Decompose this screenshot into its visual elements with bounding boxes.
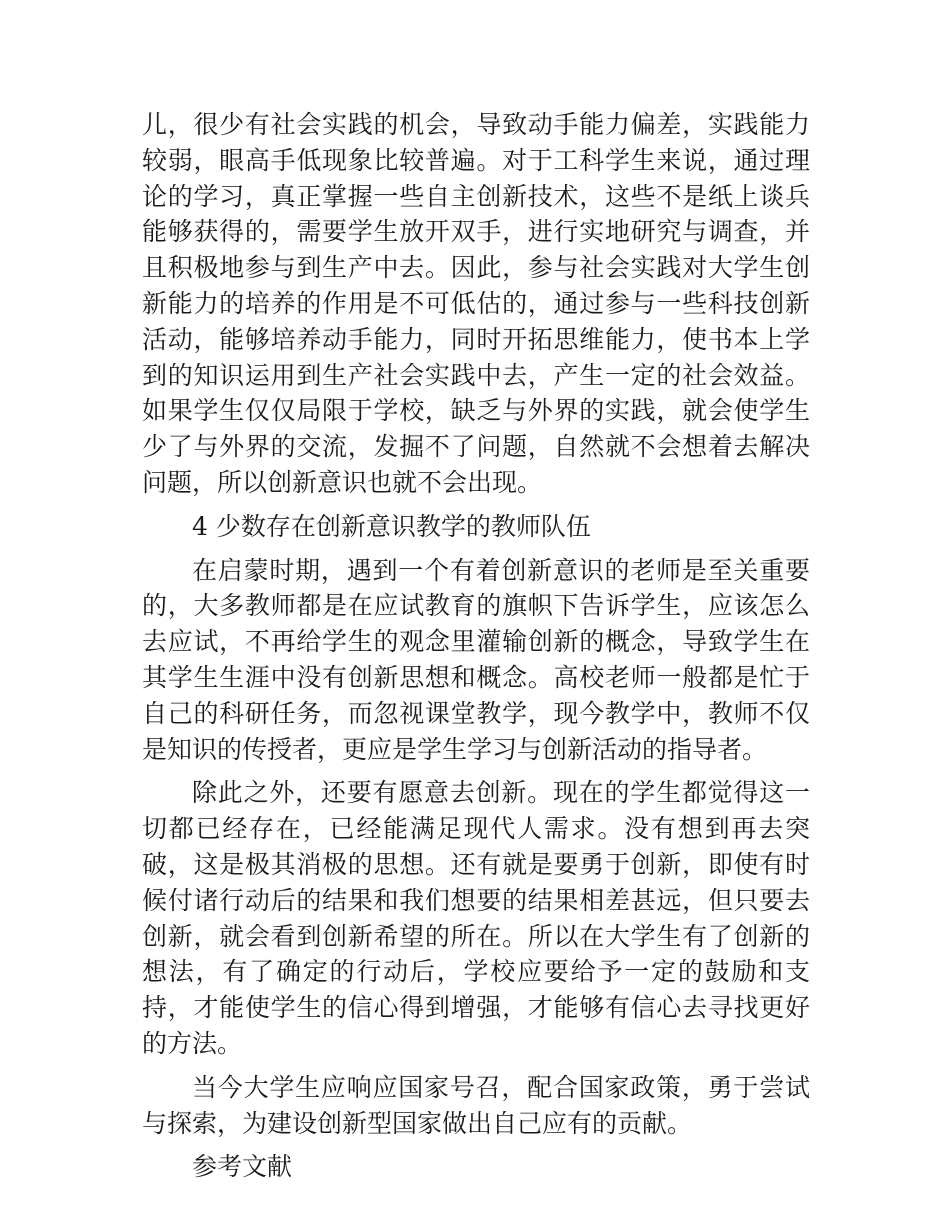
body-paragraph: 在启蒙时期，遇到一个有着创新意识的老师是至关重要的，大多教师都是在应试教育的旗帜下告诉学生，应该怎么去应试，不再给学生的观念里灌输创新的概念，导致学生在其学生生涯中没有创新思想和概念。高校老师一般都是忙于自己的科研任务，而忽视课堂教学，现今教学中，教师不仅是知识的传授者，更应是学生学习与创新活动的指导者。 [142, 555, 810, 764]
document-page [142, 107, 810, 1193]
references-heading: 参考文献 [192, 1152, 293, 1182]
body-paragraph: 儿，很少有社会实践的机会，导致动手能力偏差，实践能力较弱，眼高手低现象比较普遍。对于工科学生来说，通过理论的学习，真正掌握一些自主创新技术，这些不是纸上谈兵能够获得的，需要学生放开双手，进行实地研究与调查，并且积极地参与到生产中去。因此，参与社会实践对大学生创新能力的培养的作用是不可低估的，通过参与一些科技创新活动，能够培养动手能力，同时开拓思维能力，使书本上学到的知识运用到生产社会实践中去，产生一定的社会效益。如果学生仅仅局限于学校，缺乏与外界的实践，就会使学生少了与外界的交流，发掘不了问题，自然就不会想着去解决问题，所以创新意识也就不会出现。 [142, 110, 810, 497]
section-heading: 4 少数存在创新意识教学的教师队伍 [192, 511, 591, 541]
body-paragraph: 当今大学生应响应国家号召，配合国家政策，勇于尝试与探索，为建设创新型国家做出自己应有的贡献。 [142, 1072, 810, 1138]
body-paragraph: 除此之外，还要有愿意去创新。现在的学生都觉得这一切都已经存在，已经能满足现代人需求。没有想到再去突破，这是极其消极的思想。还有就是要勇于创新，即使有时候付诸行动后的结果和我们想要的结果相差甚远，但只要去创新，就会看到创新希望的所在。所以在大学生有了创新的想法，有了确定的行动后，学校应要给予一定的鼓励和支持，才能使学生的信心得到增强，才能够有信心去寻找更好的方法。 [142, 778, 810, 1058]
